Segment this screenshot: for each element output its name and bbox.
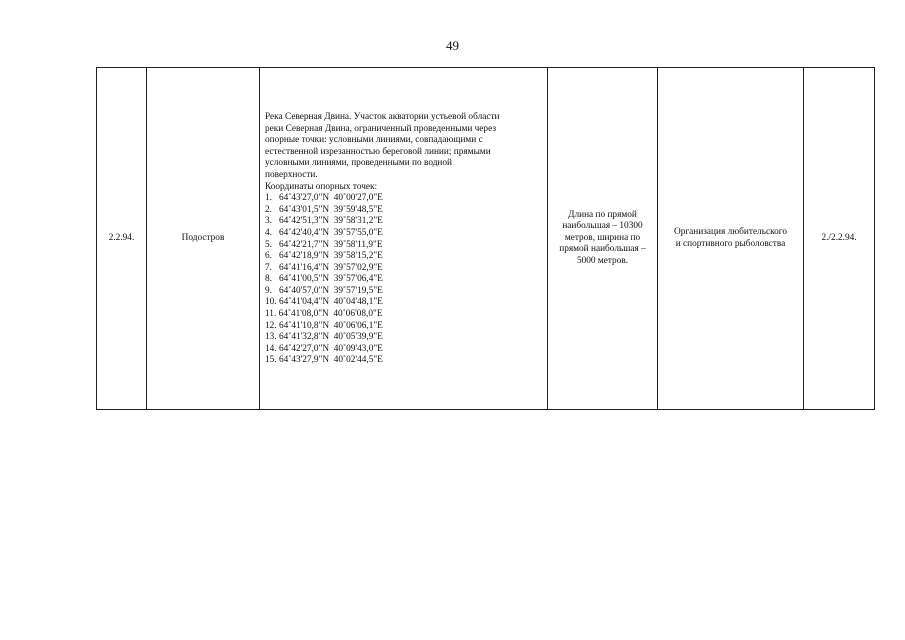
- table-row: [97, 68, 875, 410]
- coordinate-item: 1. 64˚43'27,0"N 40˚00'27,0"E: [265, 193, 383, 204]
- coordinates-label: Координаты опорных точек:: [265, 181, 378, 192]
- area-description-cell: [260, 68, 548, 410]
- coordinate-item: 5. 64˚42'21,7"N 39˚58'11,9"E: [265, 239, 383, 250]
- coordinate-item: 15. 64˚43'27,9"N 40˚02'44,5"E: [265, 355, 383, 366]
- area-size-cell: [548, 68, 658, 410]
- coordinate-item: 11. 64˚41'08,0"N 40˚06'08,0"E: [265, 309, 383, 320]
- area-purpose-cell: [658, 68, 804, 410]
- row-number-cell: 2.2.94.: [97, 68, 147, 410]
- coordinate-item: 8. 64˚41'00,5"N 39˚57'06,4"E: [265, 274, 383, 285]
- coordinate-item: 9. 64˚40'57,0"N 39˚57'19,5"E: [265, 285, 383, 296]
- coordinates-list: [265, 193, 547, 367]
- description-text: Река Северная Двина. Участок акватории устьевой области реки Северная Двина, ограниченный проведенными через опорные точки: условными линиями, совпадающими с естественной изрезанностью береговой линии; прямыми условными линиями, проведенными по водной поверхности.: [265, 111, 500, 180]
- area-code-cell: 2./2.2.94.: [804, 68, 875, 410]
- coordinate-item: 14. 64˚42'27,0"N 40˚09'43,0"E: [265, 343, 383, 354]
- coordinate-item: 3. 64˚42'51,3"N 39˚58'31,2"E: [265, 216, 383, 227]
- coordinate-item: 6. 64˚42'18,9"N 39˚58'15,2"E: [265, 251, 383, 262]
- page-number: 49: [446, 38, 459, 53]
- coordinate-item: 2. 64˚43'01,5"N 39˚59'48,5"E: [265, 204, 383, 215]
- description-block: [265, 110, 547, 367]
- coordinate-item: 4. 64˚42'40,4"N 39˚57'55,0"E: [265, 227, 383, 238]
- coordinate-item: 10. 64˚41'04,4"N 40˚04'48,1"E: [265, 297, 383, 308]
- coordinate-item: 7. 64˚41'16,4"N 39˚57'02,9"E: [265, 262, 383, 273]
- coordinate-item: 12. 64˚41'10,8"N 40˚06'06,1"E: [265, 320, 383, 331]
- area-name-cell: Подостров: [147, 68, 260, 410]
- area-size-text: Длина по прямой наибольшая – 10300 метров, ширина по прямой наибольшая – 5000 метров.: [559, 209, 646, 266]
- coordinate-item: 13. 64˚41'32,8"N 40˚05'39,9"E: [265, 332, 383, 343]
- area-purpose-text: Организация любительского и спортивного рыболовства: [673, 226, 787, 249]
- fishing-area-table: [96, 67, 875, 410]
